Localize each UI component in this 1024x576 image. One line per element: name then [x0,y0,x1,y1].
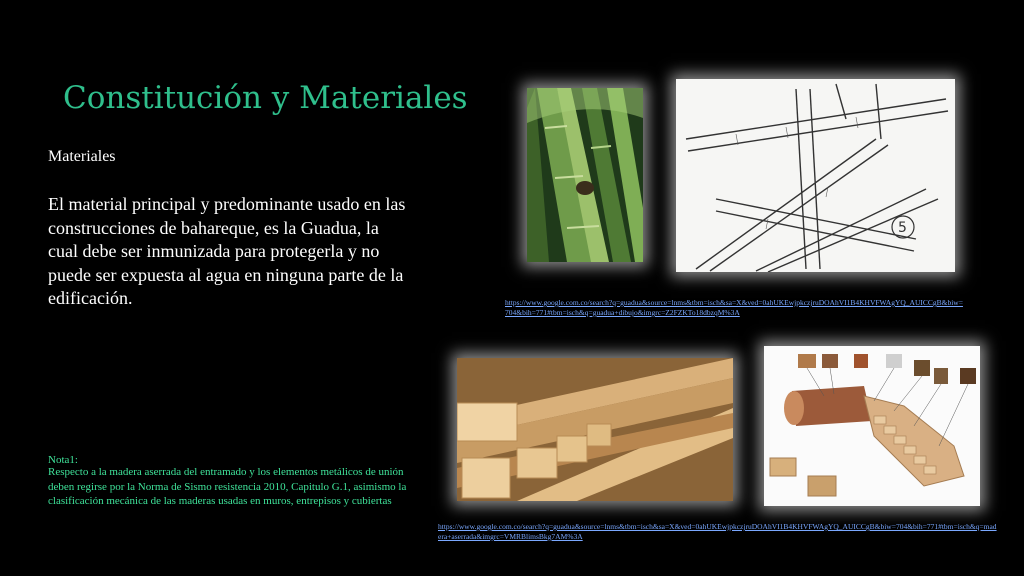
log-products-diagram-icon [764,346,980,506]
sawn-timber-photo [457,358,733,501]
image-source-link-madera[interactable]: https://www.google.com.co/search?q=guadua&source=lnms&tbm=isch&sa=X&ved=0ahUKEwjpkczjruDOAhVI1B4KHVFWAgYQ_AUICCgB&biw=704&bih=771#tbm=isch&q=madera+aserrada&imgrc=VMRBlimsBkg7AM%3A [438,522,997,541]
body-paragraph: El material principal y predominante usado en las construcciones de bahareque, es la Guadua, la cual debe ser inmunizada para protegerla y no puede ser expuesta al agua en ninguna parte de la edificación. [48,194,406,308]
note-text: Respecto a la madera aserrada del entramado y los elementos metálicos de unión deben regirse por la Norma de Sismo resistencia 2010, Capitulo G.1, asimismo la clasificación mecánica de las maderas usadas en muros, entrepisos y cubiertas [48,466,407,507]
bamboo-joint-sketch-icon [676,79,955,272]
log-products-diagram [764,346,980,506]
note-title: Nota1: [48,454,78,466]
svg-text:5: 5 [898,220,907,236]
sawn-timber-photo-icon [457,358,733,501]
image-source-link-guadua[interactable]: https://www.google.com.co/search?q=guadua&source=lnms&tbm=isch&sa=X&ved=0ahUKEwjpkczjruDOAhVI1B4KHVFWAgYQ_AUICCgB&biw=704&bih=771#tbm=isch&q=guadua+dibujo&imgrc=Z2FZKTo18dbzqM%3A [505,298,963,317]
bamboo-photo-icon [527,88,643,262]
bamboo-joint-sketch [676,79,955,272]
slide-title: Constitución y Materiales [63,80,468,116]
subheading: Materiales [48,148,116,165]
bamboo-photo [527,88,643,262]
